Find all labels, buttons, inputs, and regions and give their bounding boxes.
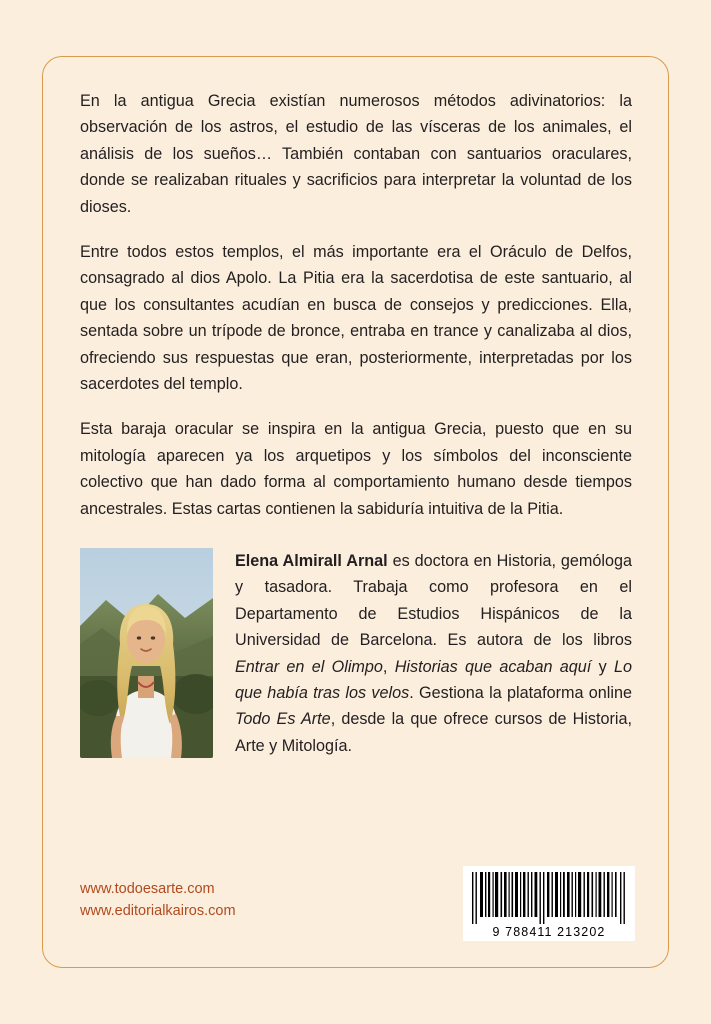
bio-part-2: . Gestiona la plataforma online [409, 684, 632, 703]
paragraph-2: Entre todos estos templos, el más importante era el Oráculo de Delfos, consagrado al dios Apolo. La Pitia era la sacerdotisa de este santuario, al que los consultantes acudían en busca de consejos y predicciones. Ella, sentada sobre un trípode de bronce, entraba en trance y canalizaba al dios, ofreciendo sus respuestas que eran, posteriormente, interpretadas por los sacerdotes del templo. [80, 243, 632, 394]
author-bio-text [235, 548, 632, 759]
platform-name: Todo Es Arte [235, 710, 331, 729]
author-bio-block [80, 548, 632, 759]
link-todoesarte[interactable]: www.todoesarte.com [80, 881, 215, 897]
website-links [80, 878, 236, 923]
barcode [463, 866, 635, 941]
description-text-block [80, 88, 632, 541]
barcode-bars [469, 872, 629, 924]
bio-separator-1: , [382, 657, 395, 676]
book-title-3: Lo que había tras los velos [235, 657, 633, 703]
book-title-2: Historias que acaban aquí [394, 657, 592, 676]
bio-part-3: , desde la que ofrece cursos de Historia, Arte y Mitología. [235, 710, 632, 755]
paragraph-3: Esta baraja oracular se inspira en la antigua Grecia, puesto que en su mitología aparecen ya los arquetipos y los símbolos del inconsciente colectivo que han dado forma al comportamiento humano desde tiempos ancestrales. Estas cartas contienen la sabiduría intuitiva de la Pitia. [80, 420, 632, 518]
author-portrait-photo [80, 548, 213, 758]
link-editorialkairos[interactable]: www.editorialkairos.com [80, 903, 236, 920]
paragraph-1: En la antigua Grecia existían numerosos métodos adivinatorios: la observación de los astros, el estudio de las vísceras de los animales, el análisis de los sueños… También contaban con santuarios oraculares, donde se realizaban rituales y sacrificios para interpretar la voluntad de los dioses. [80, 92, 632, 216]
bio-part-1: es doctora en Historia, gemóloga y tasadora. Trabaja como profesora en el Departamento de Estudios Hispánicos de la Universidad de Barcelona. Es autora de los libros [235, 552, 633, 650]
barcode-number: 9 788411 213202 [492, 925, 606, 939]
author-name: Elena Almirall Arnal [235, 552, 388, 570]
book-title-1: Entrar en el Olimpo [235, 657, 383, 676]
bio-separator-2: y [591, 657, 614, 676]
